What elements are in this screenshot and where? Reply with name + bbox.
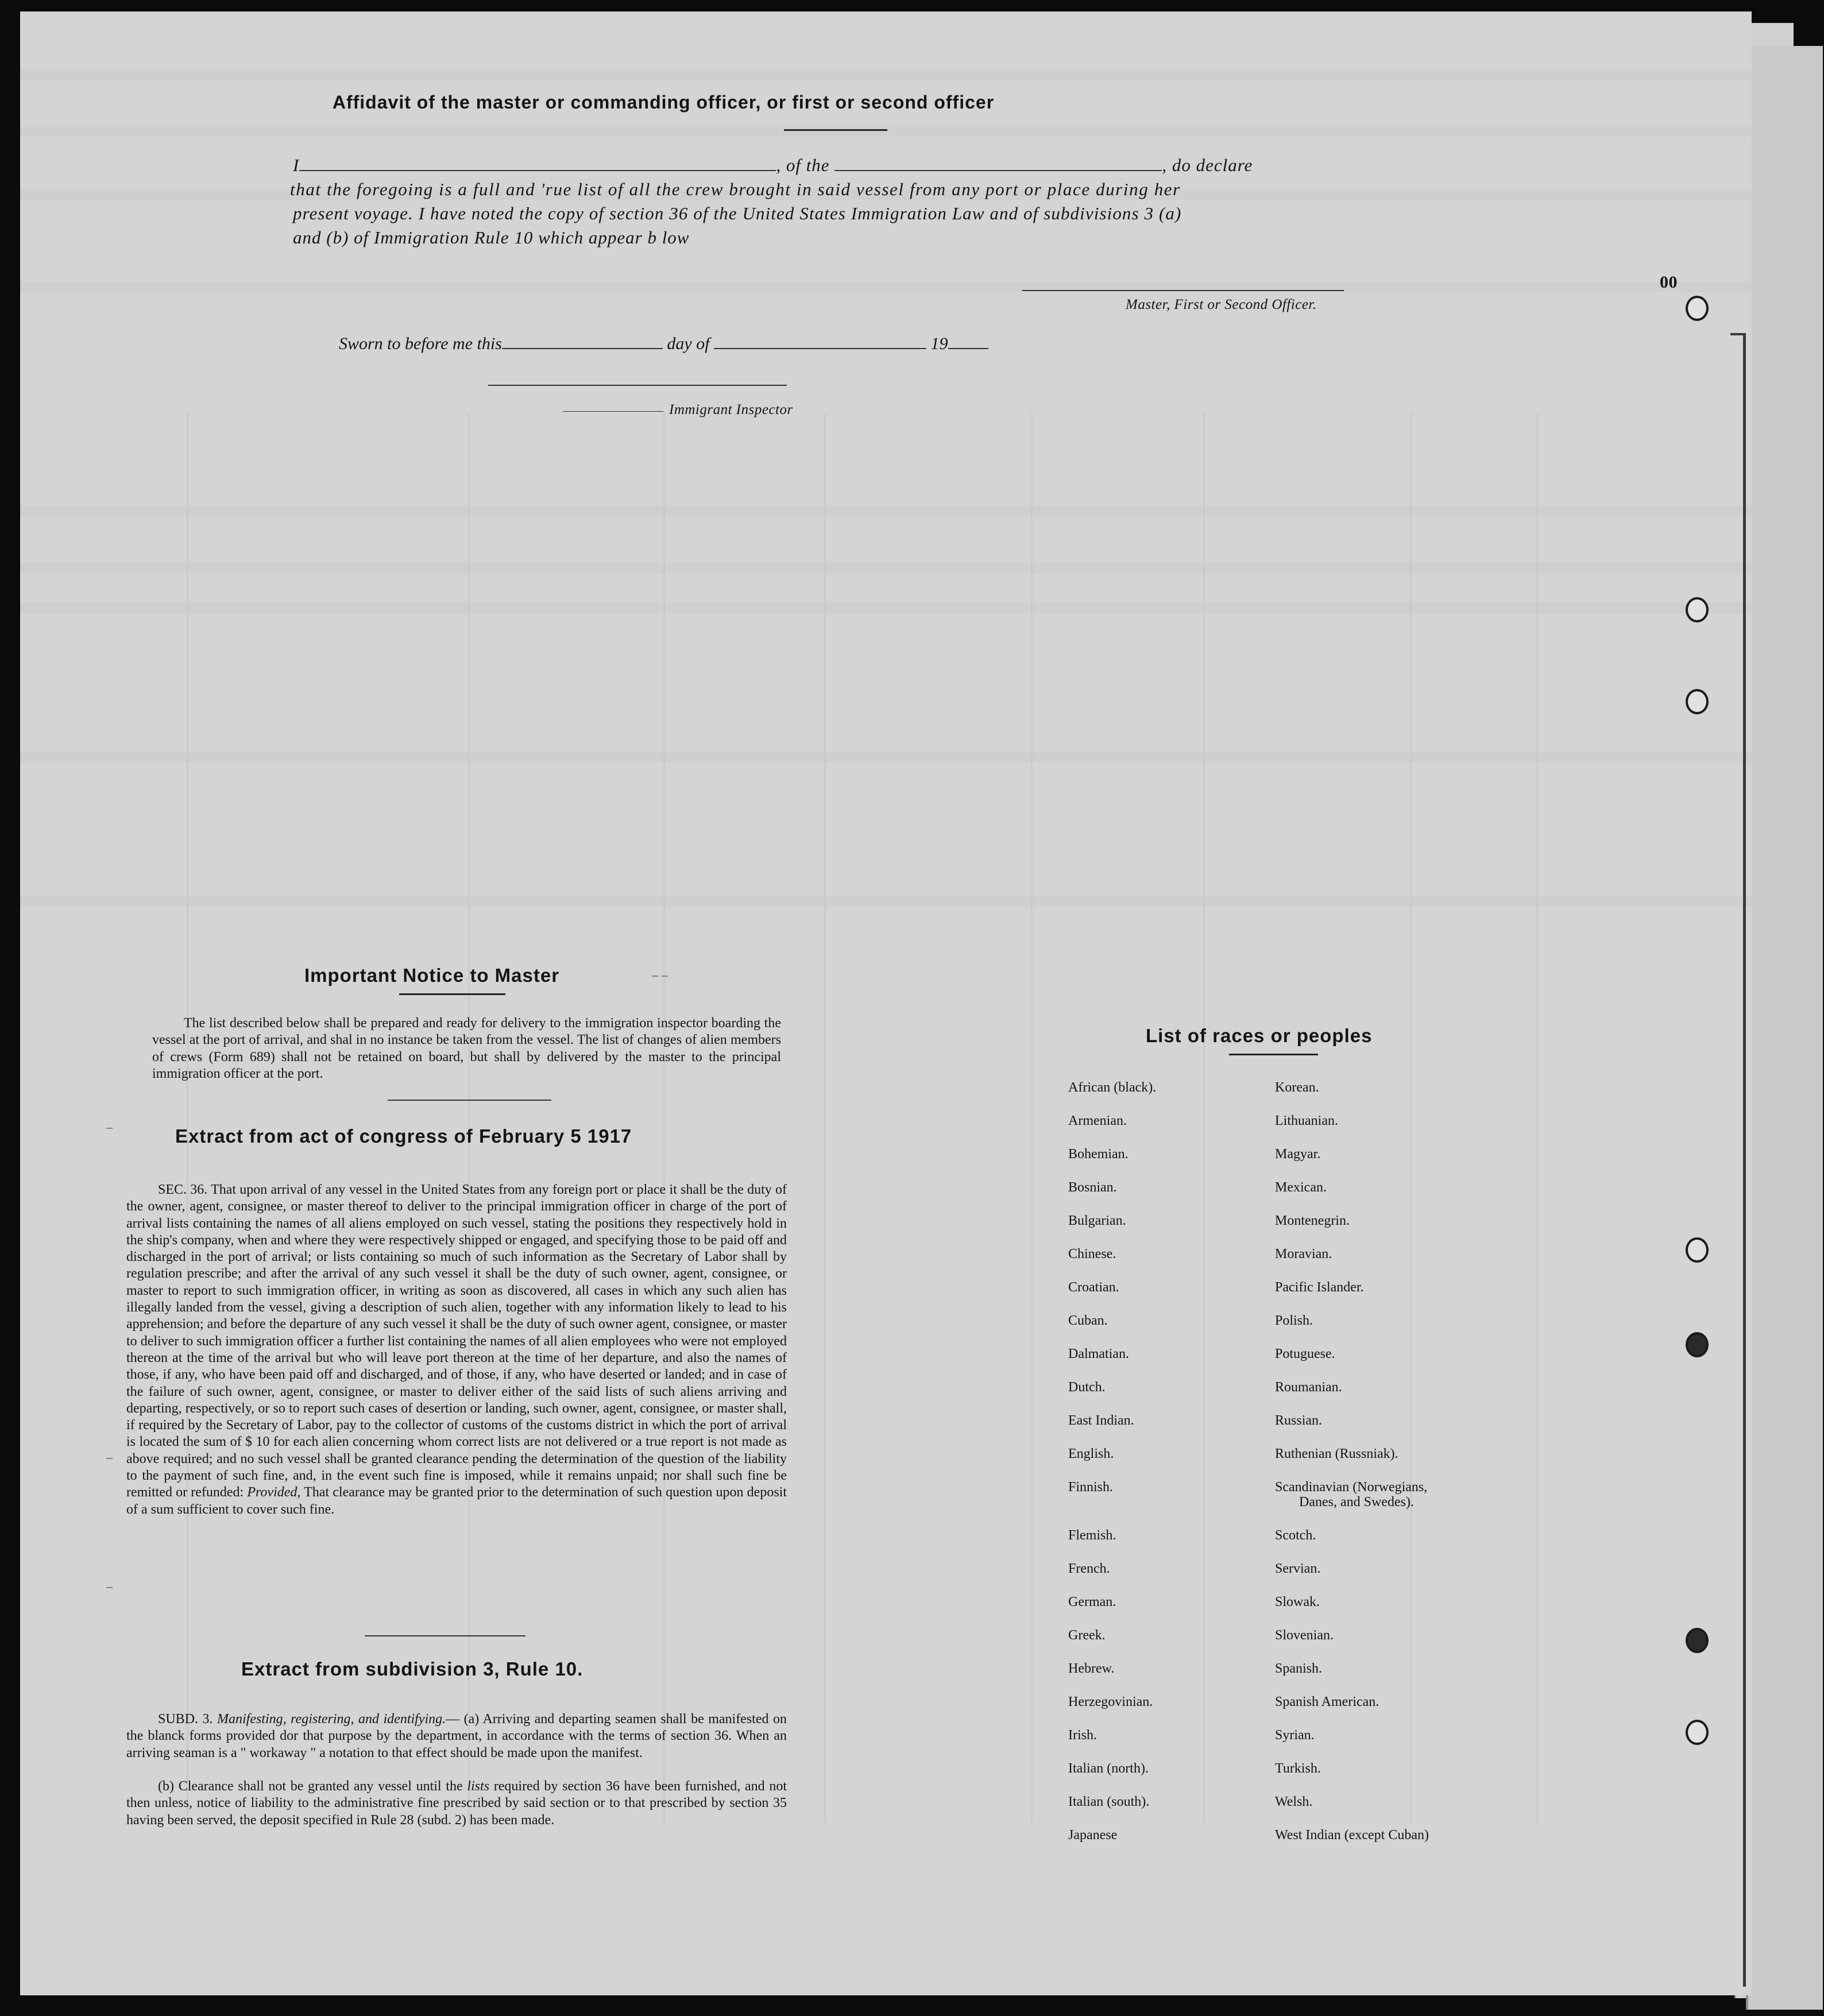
notice-underline	[399, 993, 505, 995]
section-36-text	[126, 1182, 787, 1518]
do-declare-label: , do declare	[1162, 155, 1253, 175]
section-36-end: That clearance may be granted prior to the determination of such question upon deposit of a sum sufficient to cover such fine.	[126, 1485, 787, 1517]
race-item: Danes, and Swedes).	[1299, 1495, 1414, 1510]
month-blank[interactable]	[714, 333, 926, 349]
race-item: Russian.	[1275, 1413, 1323, 1428]
binding-hole	[1686, 597, 1709, 622]
race-item: Slowak.	[1275, 1595, 1320, 1609]
margin-mark: –	[106, 1579, 113, 1593]
races-underline	[1229, 1054, 1318, 1055]
affidavit-line-4: and (b) of Immigration Rule 10 which appear b low	[293, 227, 690, 247]
affidavit-line-1	[293, 155, 1381, 176]
master-signature-label: Master, First or Second Officer.	[1126, 297, 1317, 312]
race-item: Flemish.	[1068, 1528, 1116, 1543]
race-item: Chinese.	[1068, 1247, 1116, 1262]
race-item: Montenegrin.	[1275, 1213, 1350, 1228]
page-mark: 00	[1660, 273, 1678, 292]
race-item: Italian (north).	[1068, 1761, 1149, 1776]
day-blank[interactable]	[502, 333, 663, 349]
race-item: Polish.	[1275, 1313, 1313, 1328]
race-item: Welsh.	[1275, 1794, 1313, 1809]
inspector-signature-line[interactable]	[488, 385, 787, 386]
notice-divider	[388, 1100, 551, 1101]
bleed-through-texture	[20, 11, 1752, 1995]
races-heading: List of races or peoples	[1146, 1025, 1373, 1046]
race-item: Irish.	[1068, 1728, 1097, 1743]
master-signature-line[interactable]	[1022, 290, 1344, 291]
day-of-label: day of	[667, 334, 710, 353]
sworn-line	[339, 333, 988, 354]
margin-mark: –	[106, 1450, 113, 1464]
form-page	[20, 11, 1752, 1995]
race-item: Scotch.	[1275, 1528, 1316, 1543]
i-label: I	[293, 155, 300, 175]
margin-mark: –	[106, 1120, 113, 1134]
race-item: Magyar.	[1275, 1147, 1321, 1162]
race-item: Syrian.	[1275, 1728, 1315, 1743]
race-item: Japanese	[1068, 1828, 1118, 1843]
race-item: African (black).	[1068, 1080, 1157, 1095]
underlying-page-edge	[1746, 46, 1823, 2010]
race-item: West Indian (except Cuban)	[1275, 1828, 1429, 1843]
subdivision-3-b-text	[126, 1778, 787, 1829]
race-item: Scandinavian (Norwegians,	[1275, 1480, 1428, 1495]
race-item: Spanish American.	[1275, 1694, 1379, 1709]
section-36-body: SEC. 36. That upon arrival of any vessel in the United States from any foreign port or place it shall be the duty of the owner, agent, consignee, or master thereof to deliver to the principal immigration officer in charge of the port of arrival lists containing the names of all aliens employed on such vessel, stating the positions they respectively hold in the ship's company, when and where they were respectively shipped or engaged, and specifying those to be paid off and discharged in the port of arrival; or lists containing so much of such information as the Secretary of Labor shall by regulation prescribe; and after the arrival of any such vessel it shall be the duty of such owner, agent, consignee, or master to report to such immigration officer, in writing as soon as discovered, all cases in which any such alien has illegally landed from the vessel, giving a description of such alien, together with any information likely to lead to his apprehension; and before the departure of any such vessel it shall be the duty of such owner agent, consignee, or master to deliver to such immigration officer a further list containing the names of all alien employees who were not employed thereon at the time of the arrival but who will leave port thereon at the time of her departure, and also the names of those, if any, who have been paid off and discharged, and of those, if any, who have deserted or landed; and in case of the failure of such owner, agent, consignee, or master to deliver either of the said lists of such aliens arriving and departing, respectively, or so to report such cases of desertion or landing, such owner, agent, consignee, or master shall, if required by the Secretary of Labor, pay to the collector of customs of the customs district in which the port of arrival is located the sum of $ 10 for each alien concerning whom correct lists are not delivered or a true report is not made as above required; and no such vessel shall be granted clearance pending the determination of the question of the liability to the payment of such fine, and, in the event such fine is imposed, while it remains unpaid; nor shall such fine be remitted or refunded:	[126, 1182, 787, 1500]
affidavit-line-3: present voyage. I have noted the copy of section 36 of the United States Immigration Law and of subdivisions 3 (a)	[293, 203, 1182, 223]
act-divider	[365, 1635, 525, 1636]
race-item: Spanish.	[1275, 1661, 1323, 1676]
race-item: Pacific Islander.	[1275, 1280, 1364, 1295]
race-item: Italian (south).	[1068, 1794, 1150, 1809]
race-item: French.	[1068, 1561, 1110, 1576]
race-item: Armenian.	[1068, 1113, 1127, 1128]
subd-b-lists: lists	[467, 1779, 490, 1794]
race-item: Bulgarian.	[1068, 1213, 1126, 1228]
binding-hole	[1686, 296, 1709, 321]
race-item: Finnish.	[1068, 1480, 1114, 1495]
act-extract-heading: Extract from act of congress of February 5 1917	[175, 1125, 632, 1147]
race-item: Bosnian.	[1068, 1180, 1117, 1195]
subd-prefix: SUBD. 3.	[158, 1712, 213, 1727]
notice-heading: Important Notice to Master	[304, 965, 560, 986]
race-item: Mexican.	[1275, 1180, 1327, 1195]
inspector-leader-line	[563, 411, 663, 412]
margin-mark: – –	[652, 968, 668, 982]
binding-edge	[1743, 333, 1746, 1987]
race-item: Croatian.	[1068, 1280, 1119, 1295]
race-item: East Indian.	[1068, 1413, 1134, 1428]
race-item: Bohemian.	[1068, 1147, 1129, 1162]
race-item: Dalmatian.	[1068, 1346, 1129, 1361]
provided-word: Provided,	[247, 1485, 301, 1500]
race-item: English.	[1068, 1446, 1114, 1461]
binding-hole	[1686, 1237, 1709, 1263]
race-item: Lithuanian.	[1275, 1113, 1338, 1128]
race-item: Servian.	[1275, 1561, 1321, 1576]
year-blank[interactable]	[948, 333, 988, 349]
vessel-blank[interactable]	[834, 155, 1162, 171]
binding-edge-top	[1730, 333, 1743, 335]
race-item: Greek.	[1068, 1628, 1106, 1643]
sworn-prefix: Sworn to before me this	[339, 334, 502, 353]
binding-hole	[1686, 1332, 1709, 1357]
race-item: Korean.	[1275, 1080, 1319, 1095]
race-item: Moravian.	[1275, 1247, 1332, 1262]
race-item: Slovenian.	[1275, 1628, 1334, 1643]
affidavit-title: Affidavit of the master or commanding officer, or first or second officer	[332, 92, 995, 113]
subd-a-body: — (a) Arriving and departing seamen shall be manifested on the blanck forms provided dor that purpose by the department, in accordance with the terms of section 36. When an arriving seaman is a " workaway " a notation to that effect should be made upon the manifest.	[126, 1712, 787, 1760]
rule-extract-heading: Extract from subdivision 3, Rule 10.	[241, 1658, 583, 1680]
race-item: Hebrew.	[1068, 1661, 1115, 1676]
subdivision-3-a-text	[126, 1711, 787, 1762]
race-item: Cuban.	[1068, 1313, 1108, 1328]
race-item: Roumanian.	[1275, 1380, 1342, 1395]
race-item: Potuguese.	[1275, 1346, 1335, 1361]
race-item: Dutch.	[1068, 1380, 1106, 1395]
race-item: German.	[1068, 1595, 1116, 1609]
race-item: Ruthenian (Russniak).	[1275, 1446, 1398, 1461]
notice-text: The list described below shall be prepared and ready for delivery to the immigration inspector boarding the vessel at the port of arrival, and shal in no instance be taken from the vessel. The list of changes of alien members of crews (Form 689) shall not be retained on board, but shall by delivered by the master to the principal immigration officer at the port.	[152, 1016, 781, 1081]
title-underline	[784, 129, 887, 131]
race-item: Turkish.	[1275, 1761, 1321, 1776]
binding-hole	[1686, 689, 1709, 714]
of-the-label: , of the	[776, 155, 830, 175]
subd-title: Manifesting, registering, and identifying.	[217, 1712, 446, 1727]
race-item: Herzegovinian.	[1068, 1694, 1153, 1709]
binding-hole	[1686, 1720, 1709, 1745]
binding-hole	[1686, 1628, 1709, 1653]
subd-b-prefix: (b) Clearance shall not be granted any vessel until the	[158, 1779, 463, 1794]
name-blank[interactable]	[299, 155, 776, 171]
year-prefix: 19	[930, 334, 948, 353]
inspector-label: Immigrant Inspector	[669, 402, 793, 417]
affidavit-line-2: that the foregoing is a full and 'rue list of all the crew brought in said vessel from any port or place during her	[290, 179, 1181, 199]
subd-b-rest: required by section 36 have been furnished, and not then unless, notice of liability to the administrative fine prescribed by said section or to that prescribed by section 35 having been served, the deposit specified in Rule 28 (subd. 2) has been made.	[126, 1779, 787, 1828]
